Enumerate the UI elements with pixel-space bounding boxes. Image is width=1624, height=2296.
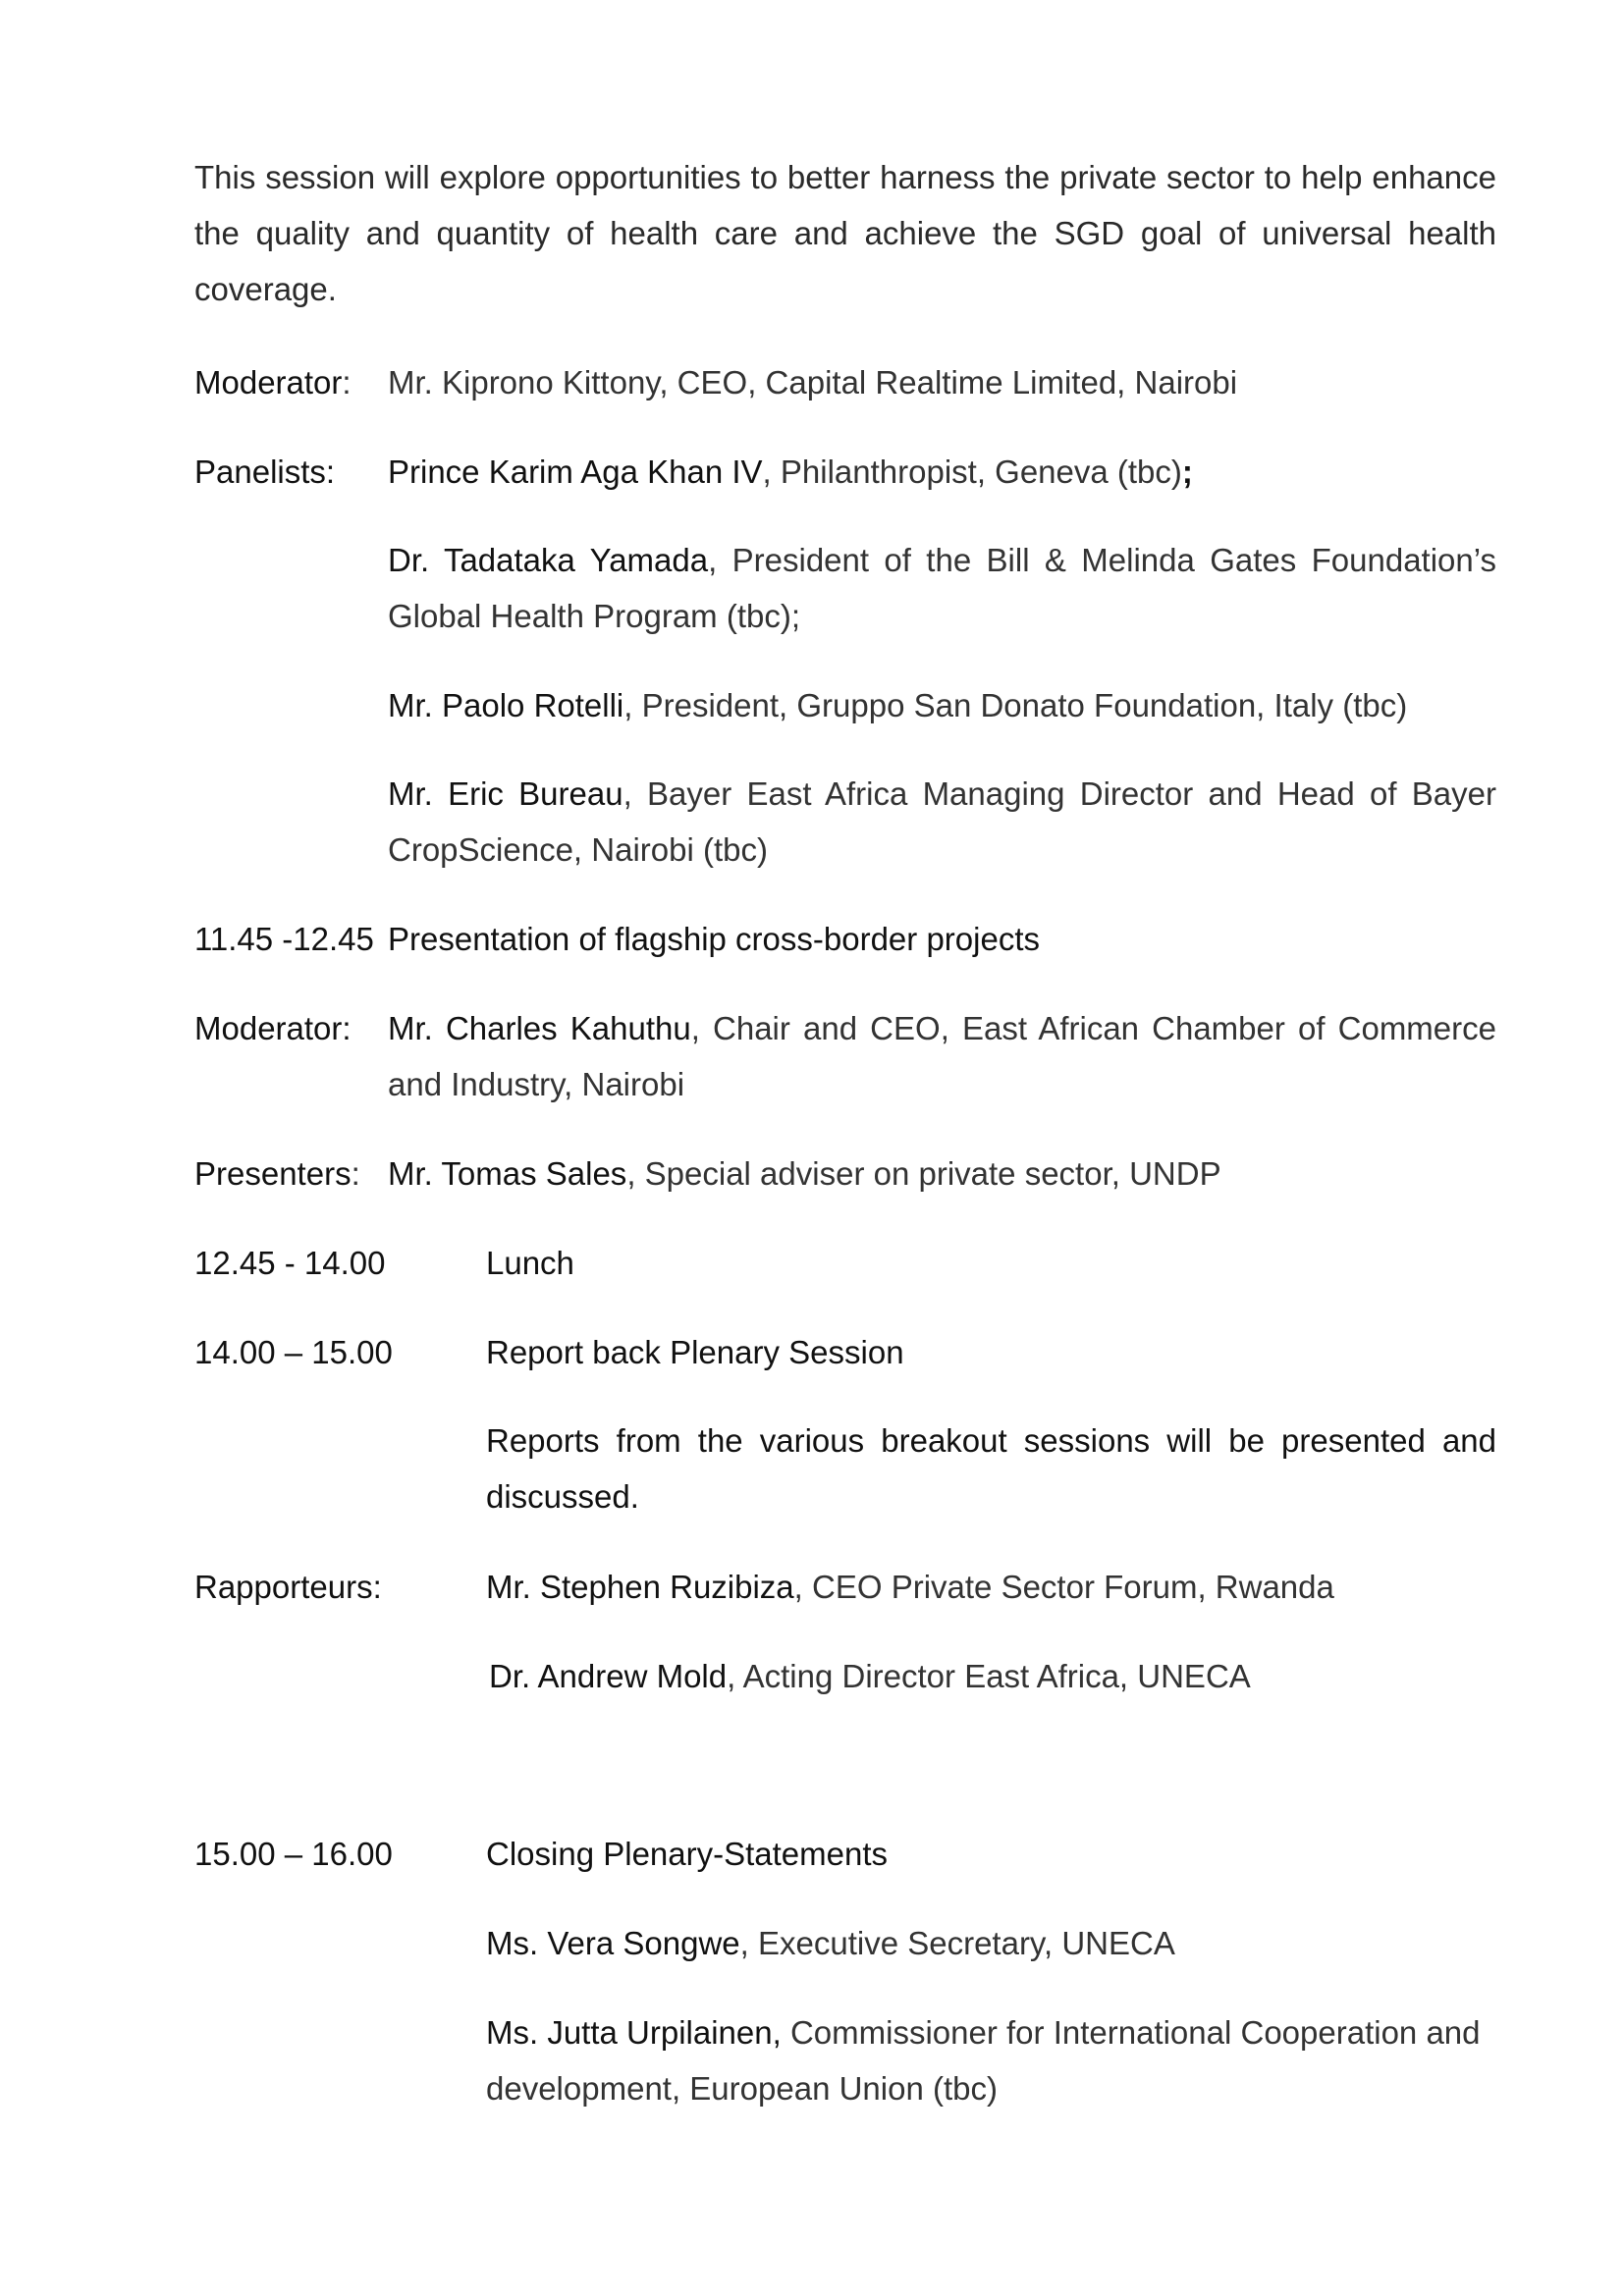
rapporteurs-label: Rapporteurs: [194,1569,382,1605]
report-description: Reports from the various breakout sessions will be presented and discussed. [486,1422,1496,1515]
flagship-title: Presentation of flagship cross-border projects [388,921,1040,957]
moderator-label: Moderator: [194,364,352,400]
rapporteur-entry: Dr. Andrew Mold, Acting Director East Africa, UNECA [489,1658,1251,1694]
panelist-entry: Mr. Paolo Rotelli, President, Gruppo San Donato Foundation, Italy (tbc) [388,687,1408,723]
rapporteur-entry: Mr. Stephen Ruzibiza, CEO Private Sector Forum, Rwanda [486,1569,1334,1605]
closing-speaker-entry: Ms. Jutta Urpilainen, Commissioner for International Cooperation and development, European Union (tbc) [486,2014,1481,2107]
panelists-label: Panelists: [194,454,336,490]
presenters-value: Mr. Tomas Sales, Special adviser on private sector, UNDP [388,1155,1221,1192]
lunch-title: Lunch [486,1245,574,1281]
flagship-time: 11.45 -12.45 [194,921,374,957]
panelist-entry: Prince Karim Aga Khan IV, Philanthropist, Geneva (tbc); [388,454,1193,490]
moderator2-label: Moderator: [194,1010,352,1046]
closing-title: Closing Plenary-Statements [486,1836,889,1872]
presenters-label: Presenters: [194,1155,360,1192]
closing-time: 15.00 – 16.00 [194,1836,393,1872]
panelist-entry: Dr. Tadataka Yamada, President of the Bill & Melinda Gates Foundation’s Global Health Program (tbc); [388,542,1496,634]
lunch-time: 12.45 - 14.00 [194,1245,386,1281]
moderator-value: Mr. Kiprono Kittony, CEO, Capital Realtime Limited, Nairobi [388,364,1238,400]
intro-paragraph: This session will explore opportunities to better harness the private sector to help enhance the quality and quantity of health care and achieve the SGD goal of universal health coverage. [194,159,1496,307]
report-time: 14.00 – 15.00 [194,1334,393,1370]
report-title: Report back Plenary Session [486,1334,904,1370]
closing-speaker-entry: Ms. Vera Songwe, Executive Secretary, UNECA [486,1925,1175,1961]
moderator2-value: Mr. Charles Kahuthu, Chair and CEO, East African Chamber of Commerce and Industry, Nairobi [388,1010,1496,1102]
panelist-entry: Mr. Eric Bureau, Bayer East Africa Managing Director and Head of Bayer CropScience, Nairobi (tbc) [388,775,1496,868]
